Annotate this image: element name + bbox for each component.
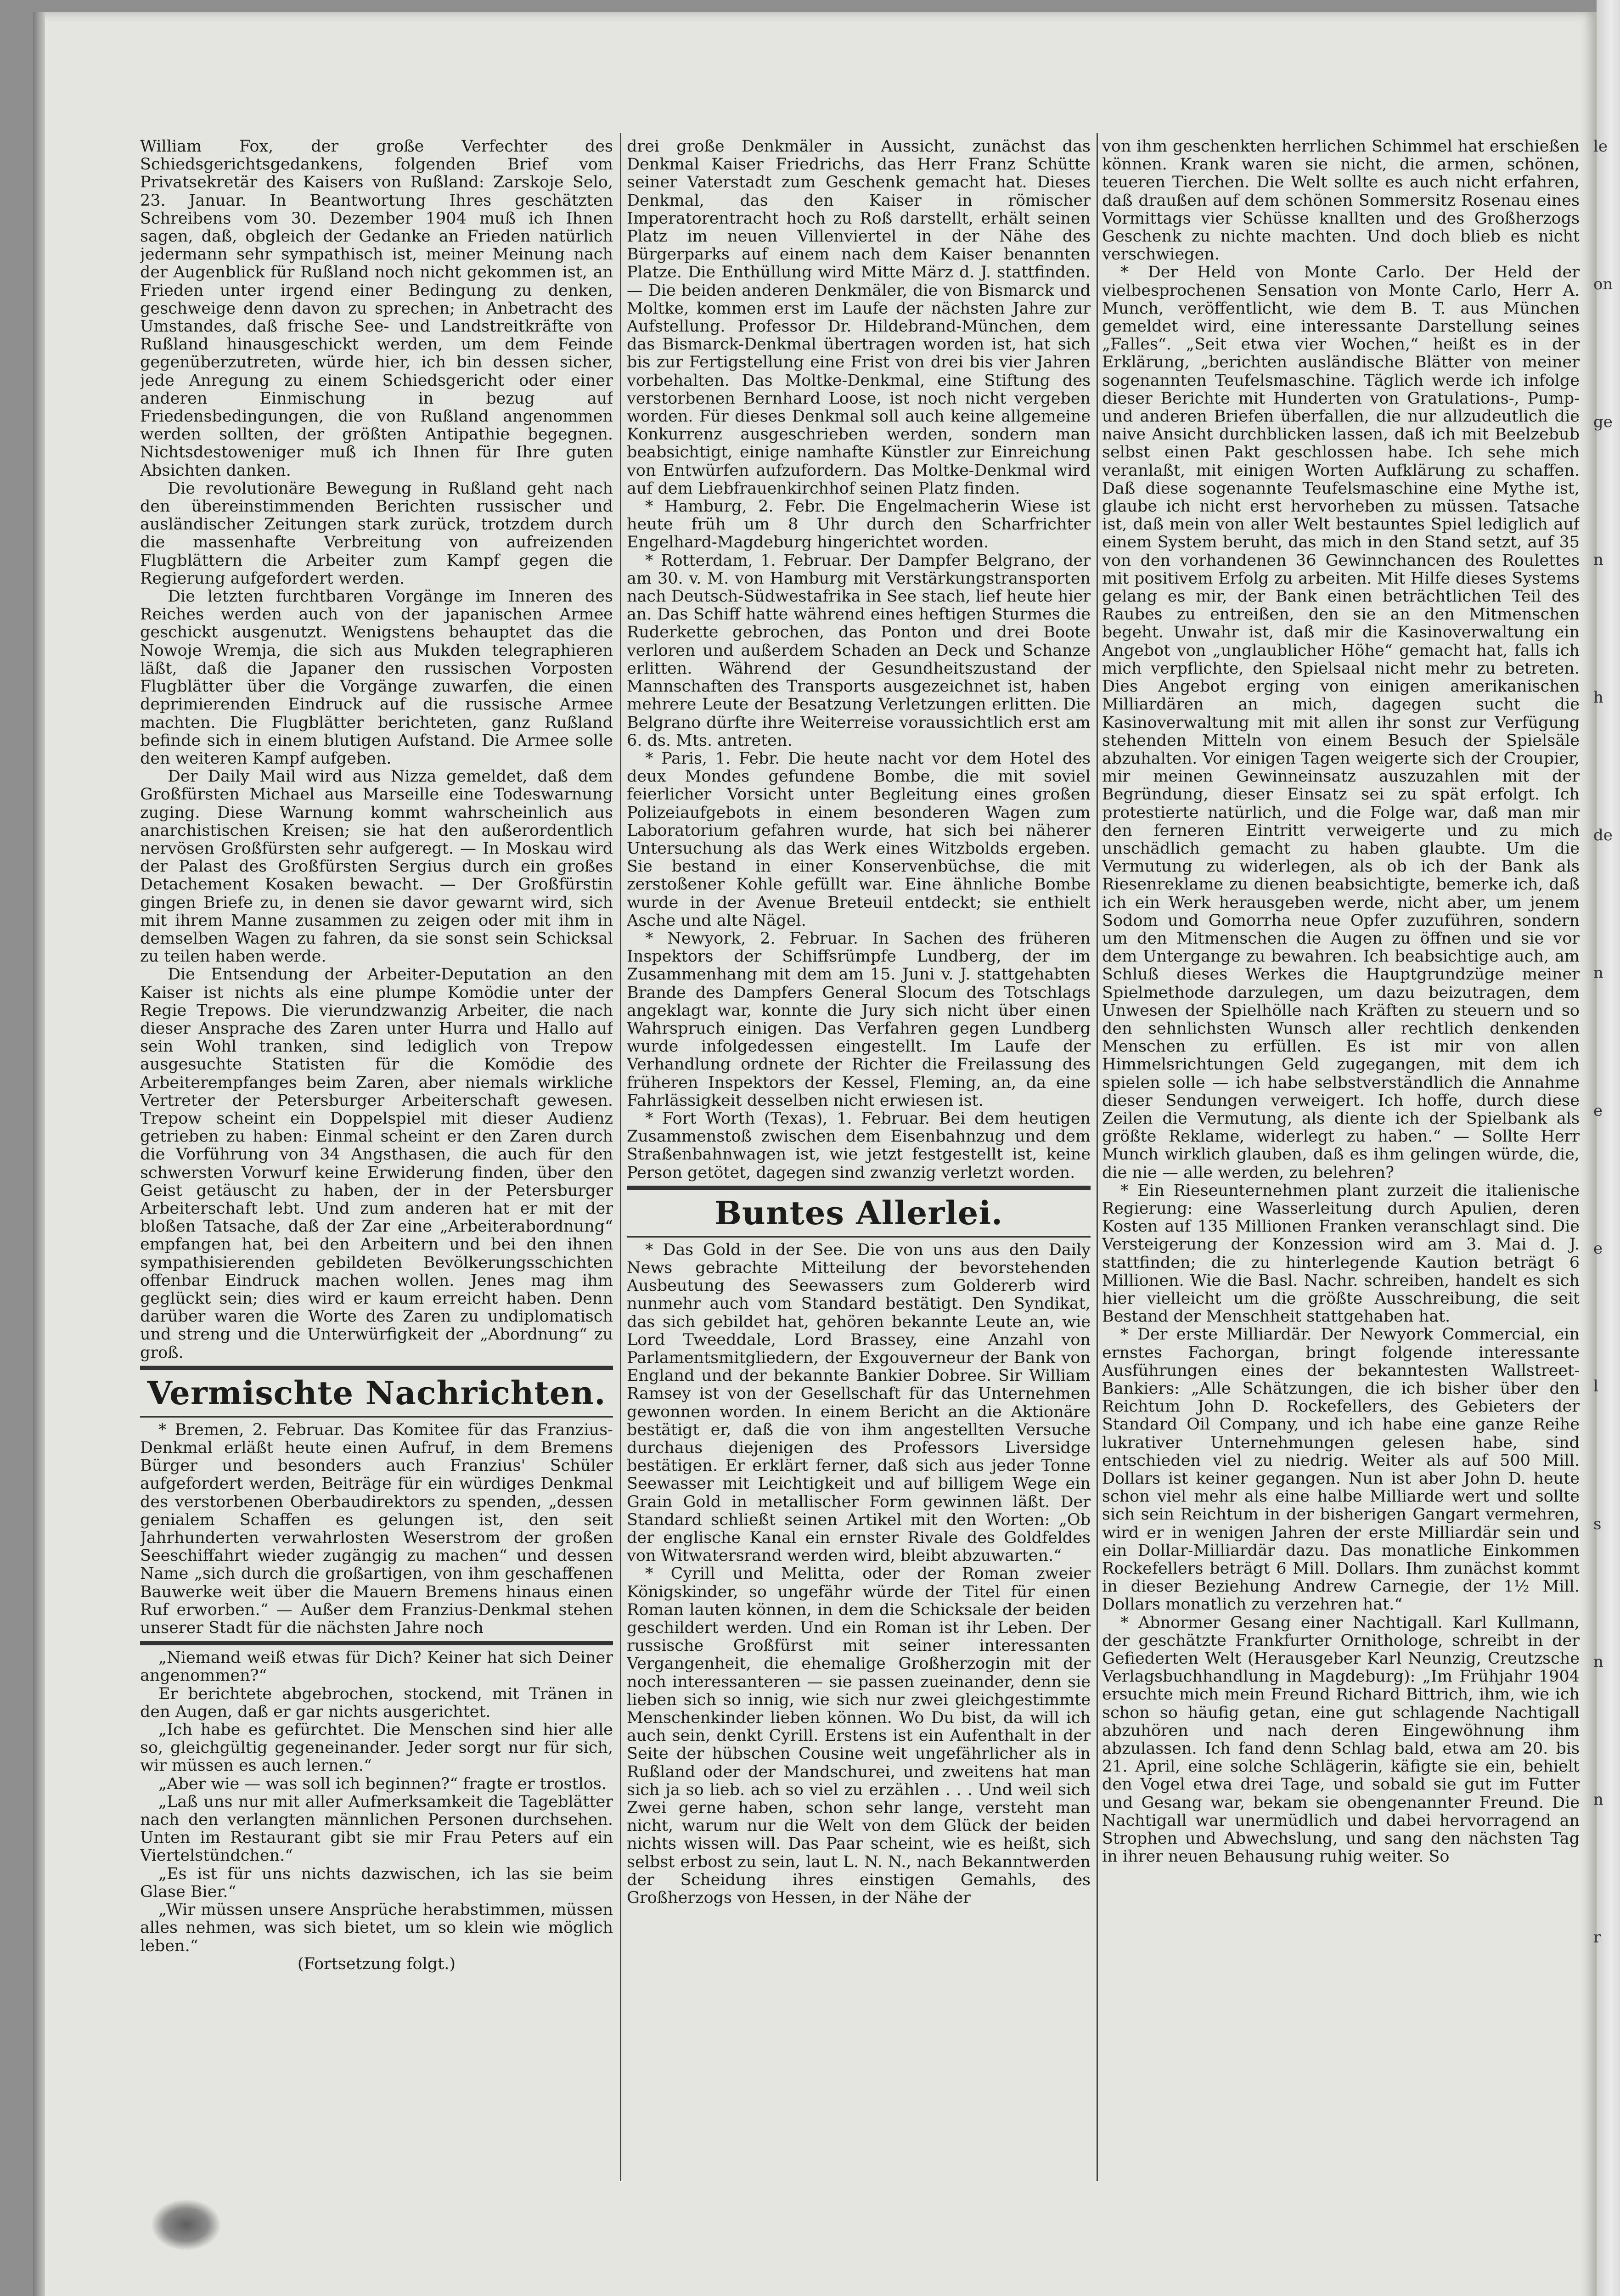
column-divider-1	[620, 133, 621, 2181]
serial-paragraph: „Wir müssen unsere Ansprüche herabstimmen, müssen alles nehmen, was sich bietet, um so klein wie möglich leben.“	[140, 1901, 613, 1955]
article-paragraph: Der Daily Mail wird aus Nizza gemeldet, daß dem Großfürsten Michael aus Marseille eine Todeswarnung zuging. Diese Warnung kommt wahrscheinlich aus anarchistischen Kreisen; sie hat den außerordentlich nervösen Großfürsten sehr aufgeregt. — In Moskau wird der Palast des Großfürsten Sergius durch ein großes Detachement Kosaken bewacht. — Der Großfürstin gingen Briefe zu, in denen sie davor gewarnt wird, sich mit ihrem Manne zusammen zu zeigen oder mit ihm in demselben Wagen zu fahren, da sie sonst sein Schicksal zu teilen haben werde.	[140, 767, 613, 966]
serial-rule	[140, 1641, 613, 1645]
section-heading-vermischte-nachrichten: Vermischte Nachrichten.	[147, 1373, 606, 1412]
page-spine-shadow	[33, 12, 45, 2296]
edge-text-fragment: le	[1593, 137, 1608, 156]
column-1	[140, 138, 613, 2186]
item-gold-in-der-see: * Das Gold in der See. Die von uns aus den Daily News gebrachte Mitteilung der bevorstehenden Ausbeutung des Seewassers zum Goldererb wird nunmehr auch vom Standard bestätigt. Den Syndikat, das sich gebildet hat, gehören bekannte Leute an, wie Lord Tweeddale, Lord Brassey, eine Anzahl von Parlamentsmitgliedern, der Exgouverneur der Bank von England und der bekannte Bankier Dobree. Sir William Ramsey ist von der Gesellschaft für das Unternehmen gewonnen worden. In einem Bericht an die Aktionäre bestätigt er, daß die von ihm angestellten Versuche durchaus diejenigen des Professors Liversidge bestätigen. Er erklärt ferner, daß sich aus jeder Tonne Seewasser mit Leichtigkeit und auf billigem Wege ein Grain Gold in metallischer Form gewinnen läßt. Der Standard schließt seinen Artikel mit den Worten: „Ob der englische Kanal ein ernster Rivale des Goldfeldes von Witwatersrand werden wird, bleibt abzuwarten.“	[627, 1240, 1091, 1565]
edge-text-fragment: on	[1593, 275, 1613, 293]
edge-text-fragment: l	[1593, 1377, 1598, 1396]
edge-text-fragment: n	[1593, 964, 1603, 982]
ink-stain	[152, 2200, 220, 2250]
serial-paragraph: „Niemand weiß etwas für Dich? Keiner hat sich Deiner angenommen?“	[140, 1649, 613, 1685]
edge-text-fragment: ge	[1593, 413, 1613, 431]
article-paragraph: von ihm geschenkten herrlichen Schimmel hat erschießen können. Krank waren sie nicht, die armen, schönen, teueren Tierchen. Die Welt sollte es auch nicht erfahren, daß draußen auf dem schönen Sommersitz Rosenau eines Vormittags vier Schüsse knallten und des Großherzogs Geschenk zu nichte machten. Und doch blieb es nicht verschwiegen.	[1102, 138, 1580, 264]
section-heading-buntes-allerlei: Buntes Allerlei.	[714, 1193, 1003, 1232]
article-paragraph: Die letzten furchtbaren Vorgänge im Inneren des Reiches werden auch von der japanischen Armee geschickt ausgenutzt. Wenigstens behauptet das die Nowoje Wremja, die sich aus Mukden telegraphieren läßt, daß die Japaner den russischen Vorposten Flugblätter über die Vorgänge zuwarfen, die einen deprimierenden Eindruck auf die russische Armee machten. Die Flugblätter berichteten, ganz Rußland befinde sich in einem blutigen Aufstand. Die Armee solle den weiteren Kampf aufgeben.	[140, 587, 613, 768]
serial-paragraph: „Aber wie — was soll ich beginnen?“ fragte er trostlos.	[158, 1774, 607, 1793]
edge-text-fragment: de	[1593, 826, 1613, 844]
column-divider-2	[1097, 133, 1098, 2181]
section-rule	[140, 1416, 613, 1418]
section-rule	[627, 1236, 1091, 1238]
item-cyrill-und-melitta: * Cyrill und Melitta, oder der Roman zweier Königskinder, so ungefähr würde der Titel für einen Roman lauten können, in dem die Schicksale der beiden geschildert werden. Und ein Roman ist ihr Leben. Der russische Großfürst mit seiner interessanten Vergangenheit, die ehemalige Großherzogin mit der noch interessanteren — sie passen zueinander, denn sie lieben sich so innig, wie sich nur zwei gleichgestimmte Menschenkinder lieben können. Wo Du bist, da will ich auch sein, denkt Cyrill. Erstens ist ein Aufenthalt in der Seite der hübschen Cousine weit ungefährlicher als in Rußland oder der Mandschurei, und zweitens hat man sich ja so lieb. ach so viel zu erzählen . . . Und weil sich Zwei gerne haben, schon sehr lange, versteht man nicht, warum nur die Welt von dem Glück der beiden nichts wissen will. Das Paar scheint, wie es heißt, sich selbst erbost zu sein, laut L. N. N., nach Bekanntwerden der Scheidung ihres einstigen Gemahls, des Großherzogs von Hessen, in der Nähe der	[627, 1564, 1091, 1908]
item-abnormer-gesang: * Abnormer Gesang einer Nachtigall. Karl Kullmann, der geschätzte Frankfurter Ornithologe, schreibt in der Gefiederten Welt (Herausgeber Karl Neunzig, Creutzsche Verlagsbuchhandlung in Magdeburg): „Im Frühjahr 1904 ersuchte mich mein Freund Richard Bittrich, ihm, wie ich schon so häufig getan, eine gut schlagende Nachtigall abzuhören und nach deren Eingewöhnung ihm abzulassen. Ich fand denn Schlag bald, etwa am 20. bis 21. April, eine solche Schlägerin, käfigte sie ein, behielt den Vogel etwa drei Tage, und sobald sie gut im Futter und Gesang war, bekam sie obengenannter Freund. Die Nachtigall war unermüdlich und dabei hervorragend an Strophen und Abwechslung, und sang den nächsten Tag in ihrer neuen Behausung ruhig weiter. So	[1102, 1613, 1580, 1866]
news-item-rotterdam: * Rotterdam, 1. Februar. Der Dampfer Belgrano, der am 30. v. M. von Hamburg mit Verstärkungstransporten nach Deutsch-Südwestafrika in See stach, lief heute hier an. Das Schiff hatte während eines heftigen Sturmes die Ruderkette gebrochen, das Ponton und drei Boote verloren und außerdem Schaden an Deck und Schanze erlitten. Während der Gesundheitszustand der Mannschaften des Transports ausgezeichnet ist, haben mehrere Leute der Besatzung Verletzungen erlitten. Die Belgrano dürfte ihre Weiterreise voraussichtlich erst am 6. ds. Mts. antreten.	[627, 551, 1091, 750]
edge-text-fragment: n	[1593, 1790, 1603, 1809]
serial-paragraph: „Es ist für uns nichts dazwischen, ich las sie beim Glase Bier.“	[140, 1864, 613, 1901]
news-item-paris: * Paris, 1. Febr. Die heute nacht vor dem Hotel des deux Mondes gefundene Bombe, die mit soviel feierlicher Vorsicht unter Begleitung eines großen Polizeiaufgebots in einem besonderen Wagen zum Laboratorium gefahren wurde, hat sich bei näherer Untersuchung als das Werk eines Witzbolds ergeben. Sie bestand in einer Konservenbüchse, die mit zerstoßener Kohle gefüllt war. Eine ähnliche Bombe wurde in der Avenue Breteuil entdeckt; sie enthielt Asche und alte Nägel.	[627, 749, 1091, 930]
edge-text-fragment: n	[1593, 1653, 1603, 1671]
section-rule	[140, 1366, 613, 1370]
serial-continuation-note: (Fortsetzung folgt.)	[297, 1954, 456, 1973]
column-2	[627, 138, 1091, 2186]
adjacent-page-edge	[1597, 0, 1620, 2296]
serial-paragraph: „Laß uns nur mit aller Aufmerksamkeit die Tageblätter nach den verlangten männlichen Personen durchsehen. Unten im Restaurant gibt sie mir Frau Peters auf ein Viertelstündchen.“	[140, 1792, 613, 1865]
edge-text-fragment: n	[1593, 551, 1603, 569]
news-item-fort-worth: * Fort Worth (Texas), 1. Februar. Bei dem heutigen Zusammenstoß zwischen dem Eisenbahnzug und dem Straßenbahnwagen ist, wie jetzt festgestellt ist, keine Person getötet, dagegen sind zwanzig verletzt worden.	[627, 1109, 1091, 1182]
item-erste-milliardaer: * Der erste Milliardär. Der Newyork Commercial, ein ernstes Fachorgan, bringt folgende interessante Ausführungen eines der bekanntesten Wallstreet-Bankiers: „Alle Schätzungen, die ich bisher über den Reichtum John D. Rockefellers, des Gebieters der Standard Oil Company, und ich habe eine ganze Reihe lukrativer Unternehmungen gelesen habe, sind entschieden viel zu niedrig. Weiter als auf 500 Mill. Dollars ist keiner gegangen. Nun ist aber John D. heute schon viel mehr als eine halbe Milliarde wert und sollte sich sein Reichtum in der bisherigen Gangart vermehren, wird er in wenigen Jahren der erste Milliardär sein und ein Dollar-Milliardär dazu. Das monatliche Einkommen Rockefellers beträgt 6 Mill. Dollars. Ihm zunächst kommt in dieser Beziehung Andrew Carnegie, der 1½ Mill. Dollars monatlich zu verzehren hat.“	[1102, 1325, 1580, 1614]
article-paragraph: William Fox, der große Verfechter des Schiedsgerichtsgedankens, folgenden Brief vom Privatsekretär des Kaisers von Rußland: Zarskoje Selo, 23. Januar. In Beantwortung Ihres geschätzten Schreibens vom 30. Dezember 1904 muß ich Ihnen sagen, daß, obgleich der Gedanke an Frieden natürlich jedermann sehr sympathisch ist, meiner Meinung nach der Augenblick für Rußland noch nicht gekommen ist, an Frieden unter irgend einer Bedingung zu denken, geschweige denn davon zu sprechen; in Anbetracht des Umstandes, daß frische See- und Landstreitkräfte von Rußland hinausgeschickt werden, um dem Feinde gegenüberzutreten, würde hier, ich bin dessen sicher, jede Anregung zu einem Schiedsgericht oder einer anderen Einmischung in bezug auf Friedensbedingungen, die von Rußland angenommen werden sollten, der größten Antipathie begegnen. Nichtsdestoweniger muß ich Ihnen für Ihre guten Absichten danken.	[140, 138, 613, 480]
article-paragraph: drei große Denkmäler in Aussicht, zunächst das Denkmal Kaiser Friedrichs, das Herr Franz Schütte seiner Vaterstadt zum Geschenk gemacht hat. Dieses Denkmal, das den Kaiser in römischer Imperatorentracht hoch zu Roß darstellt, erhält seinen Platz im neuen Villenviertel in der Nähe des Bürgerparks auf einem nach dem Kaiser benannten Platze. Die Enthüllung wird Mitte März d. J. stattfinden. — Die beiden anderen Denkmäler, die von Bismarck und Moltke, kommen erst im Laufe der nächsten Jahre zur Aufstellung. Professor Dr. Hildebrand-München, dem das Bismarck-Denkmal übertragen worden ist, hat sich bis zur Fertigstellung eine Frist von drei bis vier Jahren vorbehalten. Das Moltke-Denkmal, eine Stiftung des verstorbenen Bernhard Loose, ist noch nicht vergeben worden. Für dieses Denkmal soll auch keine allgemeine Konkurrenz ausgeschrieben werden, sondern man beabsichtigt, einige namhafte Künstler zur Einreichung von Entwürfen aufzufordern. Das Moltke-Denkmal wird auf dem Liebfrauenkirchhof seinen Platz finden.	[627, 138, 1091, 498]
news-item-bremen: * Bremen, 2. Februar. Das Komitee für das Franzius-Denkmal erläßt heute einen Aufruf, in dem Bremens Bürger und besonders auch Franzius' Schüler aufgefordert werden, Beiträge für ein würdiges Denkmal des verstorbenen Oberbaudirektors zu spenden, „dessen genialem Schaffen es gelungen ist, den seit Jahrhunderten verwahrlosten Weserstrom der großen Seeschiffahrt wieder zugängig zu machen“ und dessen Name „sich durch die großartigen, von ihm geschaffenen Bauwerke weit über die Mauern Bremens hinaus einen Ruf erworben.“ — Außer dem Franzius-Denkmal stehen unserer Stadt für die nächsten Jahre noch	[140, 1420, 613, 1638]
edge-text-fragment: e	[1593, 1102, 1603, 1120]
news-item-newyork: * Newyork, 2. Februar. In Sachen des früheren Inspektors der Schiffsrümpfe Lundberg, der im Zusammenhang mit dem am 15. Juni v. J. stattgehabten Brande des Dampfers General Slocum des Totschlags angeklagt war, konnte die Jury sich nicht über einen Wahrspruch einigen. Das Verfahren gegen Lundberg wurde infolgedessen eingestellt. Im Laufe der Verhandlung ordnete der Richter die Freilassung des früheren Inspektors der Kessel, Fleming, an, da eine Fahrlässigkeit desselben nicht erwiesen ist.	[627, 929, 1091, 1110]
serial-paragraph: „Ich habe es gefürchtet. Die Menschen sind hier alle so, gleichgültig gegeneinander. Jeder sorgt nur für sich, wir müssen es auch lernen.“	[140, 1721, 613, 1775]
news-item-hamburg: * Hamburg, 2. Febr. Die Engelmacherin Wiese ist heute früh um 8 Uhr durch den Scharfrichter Engelhard-Magdeburg hingerichtet worden.	[627, 497, 1091, 552]
section-rule	[627, 1186, 1091, 1190]
column-3	[1102, 138, 1580, 2186]
edge-text-fragment: h	[1593, 688, 1603, 707]
edge-text-fragment: e	[1593, 1239, 1603, 1258]
edge-text-fragment: r	[1593, 1928, 1601, 1947]
item-riesenunternehmen: * Ein Rieseunternehmen plant zurzeit die italienische Regierung: eine Wasserleitung durch Apulien, deren Kosten auf 135 Millionen Franken veranschlagt sind. Die Versteigerung der Konzession wird am 3. Mai d. J. stattfinden; die zu hinterlegende Kaution beträgt 6 Millionen. Wie die Basl. Nachr. schreiben, handelt es sich hier vielleicht um die größte Ausschreibung, die seit Bestand der Menschheit stattgehaben hat.	[1102, 1181, 1580, 1326]
edge-text-fragment: s	[1593, 1515, 1602, 1533]
item-held-von-monte-carlo: * Der Held von Monte Carlo. Der Held der vielbesprochenen Sensation von Monte Carlo, Herr A. Munch, veröffentlicht, wie dem B. T. aus München gemeldet wird, eine interessante Darstellung seines „Falles“. „Seit etwa vier Wochen,“ heißt es in der Erklärung, „berichten ausländische Blätter von meiner sogenannten Teufelsmaschine. Täglich werde ich infolge dieser Berichte mit Hunderten von Gratulations-, Pump- und anderen Briefen überfallen, die nur allzudeutlich die naive Ansicht durchblicken lassen, daß ich mit Beelzebub selbst einen Pakt geschlossen habe. Ich sehe mich veranlaßt, mit einigen Worten Aufklärung zu schaffen. Daß diese sogenannte Teufelsmaschine eine Mythe ist, glaube ich nicht erst hervorheben zu müssen. Tatsache ist, daß mein von aller Welt bestauntes Spiel lediglich auf einem System beruht, das mich in den Stand setzt, auf 35 von den vorhandenen 36 Gewinnchancen des Roulettes mit positivem Erfolg zu arbeiten. Mit Hilfe dieses Systems gelang es mir, der Bank einen beträchtlichen Teil des Raubes zu entreißen, den sie an den Mitmenschen begeht. Unwahr ist, daß mir die Kasinoverwaltung ein Angebot von „unglaublicher Höhe“ gemacht hat, falls ich mich verpflichte, den Spielsaal nicht mehr zu betreten. Dies Angebot erging von einigen amerikanischen Milliardären an mich, dagegen sucht die Kasinoverwaltung mit mit allen ihr sonst zur Verfügung stehenden Mitteln von einem Besuch der Spielsäle abzuhalten. Vor einigen Tagen weigerte sich der Croupier, mir meinen Gewinneinsatz auszuzahlen mit der Begründung, dieser Einsatz sei zu spät erfolgt. Ich protestierte natürlich, und die Folge war, daß man mir den ferneren Eintritt verweigerte und zu mich unschädlich gemacht zu haben glaubte. Um die Vermutung zu widerlegen, als ob ich der Bank als Riesenreklame zu dienen beabsichtigte, bemerke ich, daß ich ein Werk herausgeben werde, nicht aber, um jenem Sodom und Gomorrha neue Opfer zuzuführen, sondern um den Mitmenschen die Augen zu öffnen und sie vor dem Untergange zu bewahren. Ich beabsichtige auch, am Schluß dieses Werkes die Hauptgrundzüge meiner Spielmethode darzulegen, um dazu beizutragen, dem Unwesen der Spielhölle nach Kräften zu steuern und so den sehnlichsten Wunsch aller rechtlich denkenden Menschen zu erfüllen. Es ist mir von allen Himmelsrichtungen Geld zugegangen, mit dem ich spielen solle — ich habe selbstverständlich die Annahme dieser Sendungen verweigert. Ich hoffe, durch diese Zeilen die Vermutung, als diente ich der Spielbank als größte Reklame, widerlegt zu haben.“ — Sollte Herr Munch wirklich glauben, daß es ihm gelingen würde, die, die nie — alle werden, zu belehren?	[1102, 263, 1580, 1182]
article-paragraph: Die Entsendung der Arbeiter-Deputation an den Kaiser ist nichts als eine plumpe Komödie unter der Regie Trepows. Die vierundzwanzig Arbeiter, die nach dieser Ansprache des Zaren unter Hurra und Hallo auf sein Wohl tranken, sind lediglich von Trepow ausgesuchte Statisten für die Komödie des Arbeiterempfanges beim Zaren, aber niemals wirkliche Vertreter der Petersburger Arbeiterschaft gewesen. Trepow scheint ein Doppelspiel mit dieser Audienz getrieben zu haben: Einmal scheint er den Zaren durch die Vorführung von 34 Angsthasen, die auch für den schwersten Vorwurf keine Erwiderung finden, über den Geist getäuscht zu haben, der in der Petersburger Arbeiterschaft lebt. Und zum anderen hat er mit der bloßen Tatsache, daß der Zar eine „Arbeiterabordnung“ empfangen hat, bei den Arbeitern und bei den ihnen sympathisierenden gebildeten Bevölkerungsschichten offenbar Eindruck machen wollen. Jenes mag ihm geglückt sein; dies wird er kaum erreicht haben. Denn darüber waren die Worte des Zaren zu undiplomatisch und streng und die Unterwürfigkeit der „Abordnung“ zu groß.	[140, 965, 613, 1362]
article-paragraph: Die revolutionäre Bewegung in Rußland geht nach den übereinstimmenden Berichten russischer und ausländischer Zeitungen stark zurück, trotzdem durch die massenhafte Verbreitung von aufreizenden Flugblättern die Arbeiter zum Kampf gegen die Regierung aufgefordert werden.	[140, 479, 613, 588]
serial-paragraph: Er berichtete abgebrochen, stockend, mit Tränen in den Augen, daß er gar nichts ausgerichtet.	[140, 1684, 613, 1721]
